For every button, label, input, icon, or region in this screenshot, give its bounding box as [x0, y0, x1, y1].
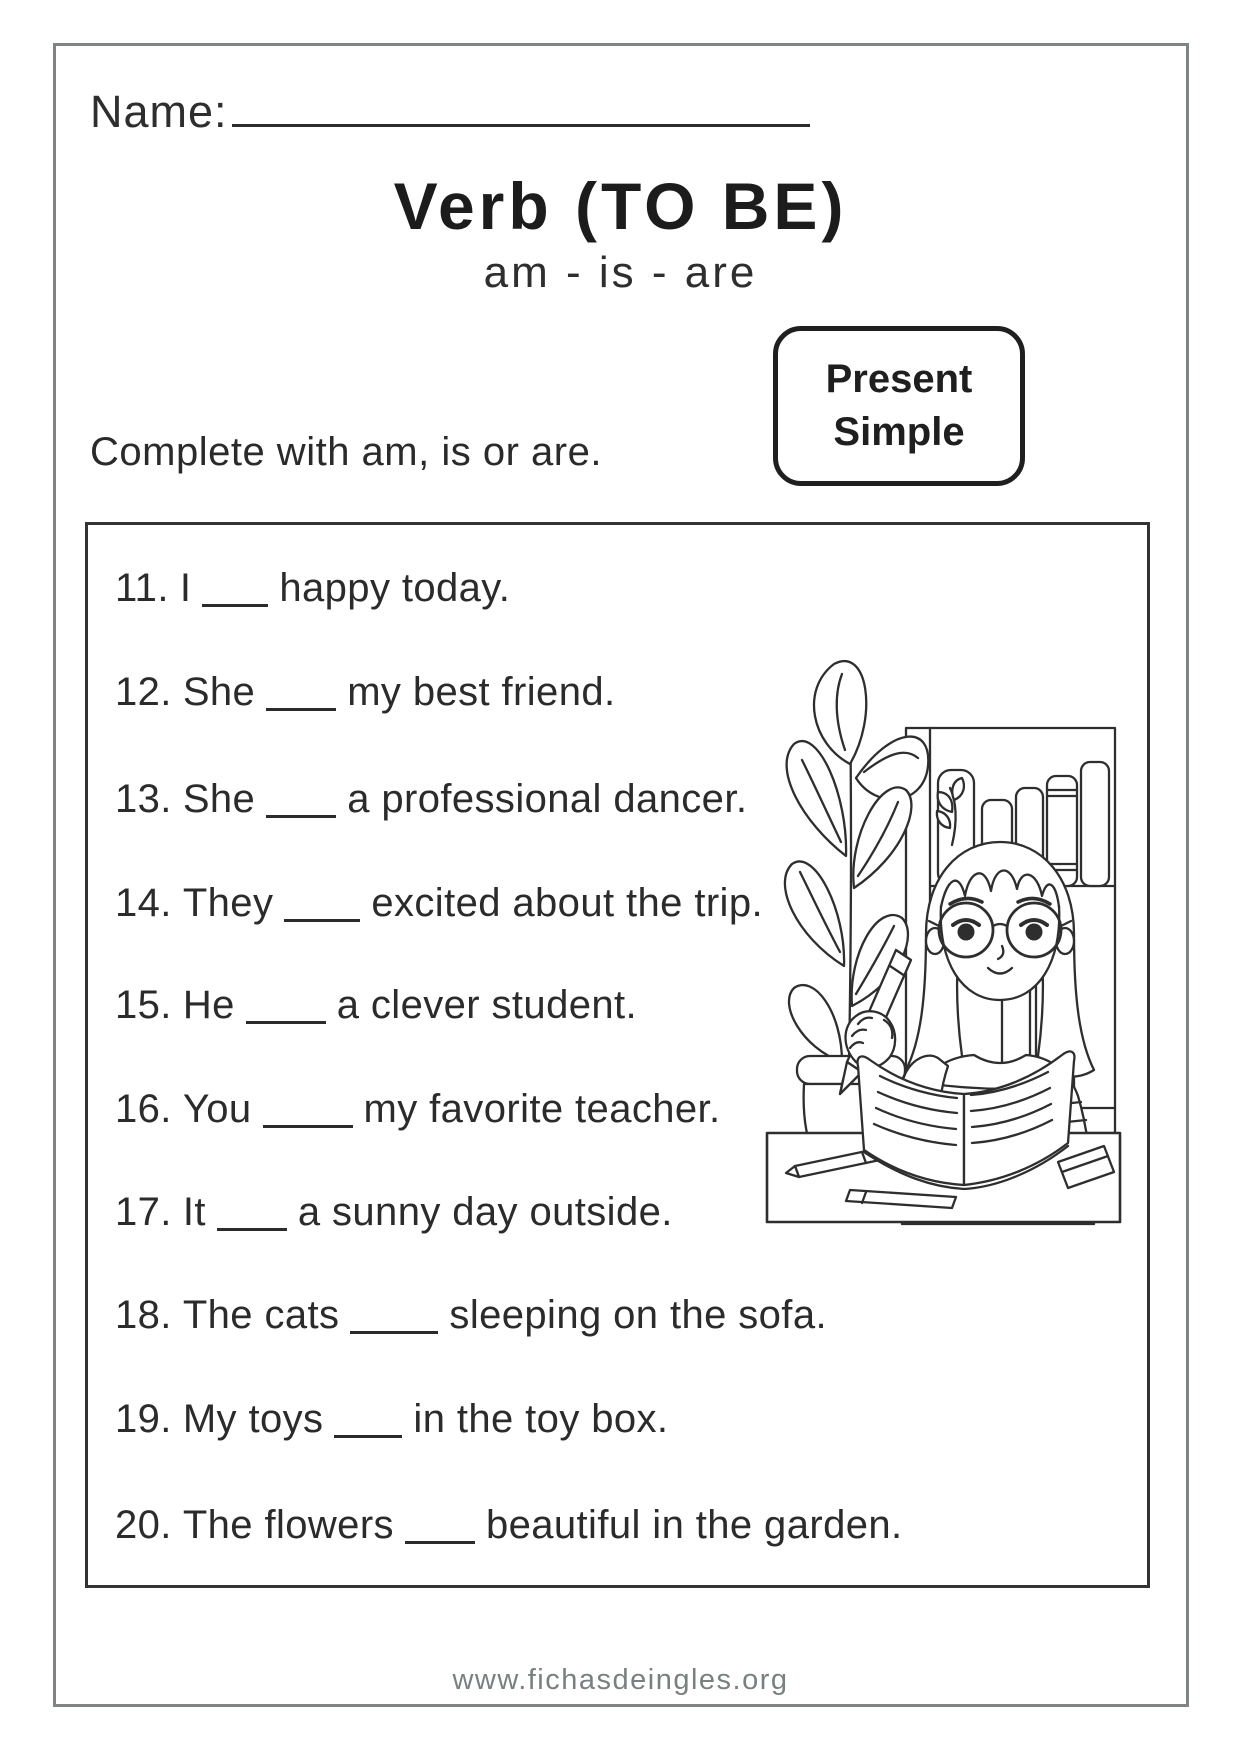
- sentence-after-blank: a sunny day outside.: [297, 1190, 673, 1234]
- answer-blank: [246, 991, 326, 1024]
- answer-blank: [202, 574, 268, 607]
- sentence-row-17: [115, 1190, 673, 1235]
- sentence-row-14: [115, 881, 763, 926]
- answer-blank: [217, 1198, 287, 1231]
- sentence-before-blank: I: [179, 566, 192, 610]
- sentence-row-20: [115, 1503, 903, 1548]
- sentence-number: 14.: [115, 881, 172, 925]
- worksheet-subtitle: am - is - are: [483, 248, 758, 297]
- footer-url: www.fichasdeingles.org: [452, 1664, 789, 1696]
- sentence-before-blank: He: [182, 983, 235, 1027]
- name-label: Name:: [90, 86, 228, 137]
- illustration-girl-studying: [680, 630, 1160, 1232]
- answer-blank: [284, 889, 360, 922]
- sentence-after-blank: sleeping on the sofa.: [449, 1293, 827, 1337]
- badge-line-2: Simple: [833, 410, 965, 454]
- sentence-number: 13.: [115, 777, 172, 821]
- sentence-after-blank: excited about the trip.: [371, 881, 764, 925]
- worksheet-title: Verb (TO BE): [393, 169, 848, 243]
- sentence-number: 16.: [115, 1087, 172, 1131]
- sentence-number: 20.: [115, 1503, 172, 1547]
- sentence-row-15: [115, 983, 637, 1028]
- sentence-row-16: [115, 1087, 721, 1132]
- name-row: [90, 86, 810, 138]
- name-blank-line: [232, 90, 810, 127]
- answer-blank: [334, 1405, 402, 1438]
- sentence-after-blank: my favorite teacher.: [363, 1087, 721, 1131]
- sentence-number: 19.: [115, 1397, 172, 1441]
- sentence-before-blank: She: [182, 777, 256, 821]
- sentence-after-blank: happy today.: [279, 566, 511, 610]
- sentence-before-blank: She: [182, 670, 256, 714]
- sentence-after-blank: my best friend.: [347, 670, 616, 714]
- sentence-after-blank: a clever student.: [336, 983, 638, 1027]
- answer-blank: [266, 678, 336, 711]
- sentence-number: 12.: [115, 670, 172, 714]
- sentence-after-blank: beautiful in the garden.: [485, 1503, 903, 1547]
- sentence-row-12: [115, 670, 616, 715]
- sentence-number: 18.: [115, 1293, 172, 1337]
- sentence-before-blank: The flowers: [182, 1503, 394, 1547]
- badge-line-1: Present: [825, 357, 973, 402]
- answer-blank: [350, 1301, 438, 1334]
- sentence-before-blank: They: [182, 881, 274, 925]
- sentence-number: 15.: [115, 983, 172, 1027]
- sentence-number: 17.: [115, 1190, 172, 1234]
- sentence-before-blank: It: [182, 1190, 206, 1234]
- answer-blank: [266, 785, 336, 818]
- sentence-row-13: [115, 777, 747, 822]
- sentence-row-11: [115, 566, 510, 611]
- sentence-before-blank: The cats: [182, 1293, 340, 1337]
- instruction-text: Complete with am, is or are.: [90, 430, 602, 474]
- answer-blank: [263, 1095, 353, 1128]
- sentence-row-18: [115, 1293, 827, 1338]
- sentence-number: 11.: [115, 566, 169, 610]
- sentence-row-19: [115, 1397, 668, 1442]
- sentence-after-blank: in the toy box.: [413, 1397, 669, 1441]
- sentence-after-blank: a professional dancer.: [347, 777, 748, 821]
- sentence-before-blank: My toys: [182, 1397, 324, 1441]
- answer-blank: [405, 1511, 475, 1544]
- present-simple-badge: [773, 326, 1025, 486]
- sentence-before-blank: You: [182, 1087, 252, 1131]
